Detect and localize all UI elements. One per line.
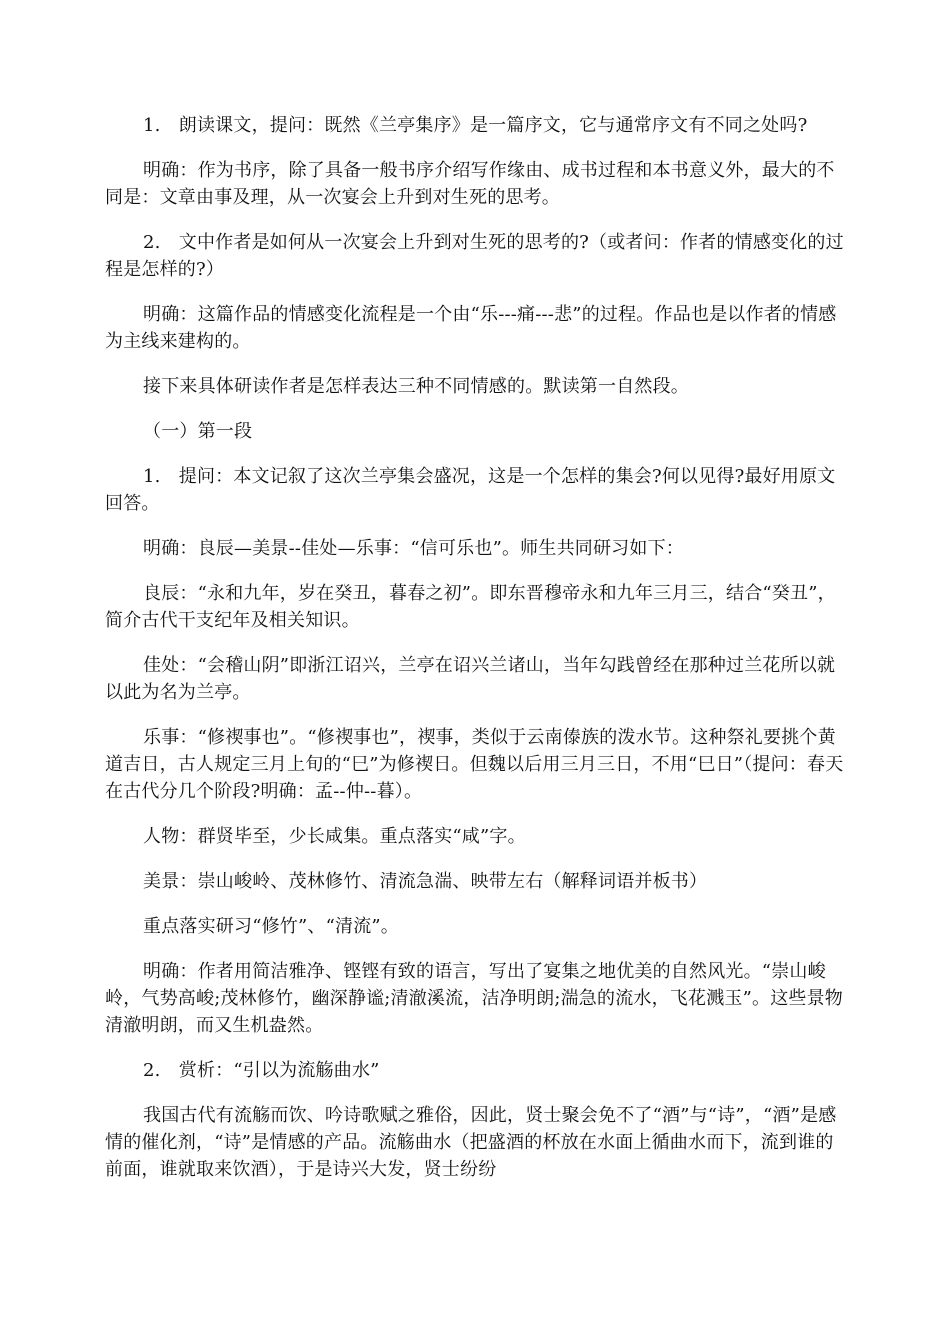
paragraph-scenery-answer: 明确：作者用简洁雅净、铿铿有致的语言，写出了宴集之地优美的自然风光。“崇山峻岭，气势高峻;茂林修竹，幽深静谧;清澈溪流，洁净明朗;湍急的流水，飞花溅玉”。这些景物清澈明朗，而又生机盎然。: [105, 961, 843, 1036]
section-question-2: 2. 赏析：“引以为流觞曲水”: [143, 1060, 380, 1081]
paragraph-jiachu: 佳处：“会稽山阴”即浙江诏兴，兰亭在诏兴兰诸山，当年勾践曾经在那种过兰花所以就以此为名为兰亭。: [105, 655, 836, 703]
answer-2: 明确：这篇作品的情感变化流程是一个由“乐---痛---悲”的过程。作品也是以作者的情感为主线来建构的。: [105, 304, 837, 352]
section-heading: （一）第一段: [143, 421, 253, 442]
paragraph-focus: 重点落实研习“修竹”、“清流”。: [143, 916, 400, 937]
paragraph-liushang: 我国古代有流觞而饮、吟诗歌赋之雅俗，因此，贤士聚会免不了“酒”与“诗”，“酒”是感情的催化剂，“诗”是情感的产品。流觞曲水（把盛酒的杯放在水面上循曲水而下，流到谁的前面，谁就取来饮酒），于是诗兴大发，贤士纷纷: [105, 1105, 837, 1180]
question-1: 1. 朗读课文，提问：既然《兰亭集序》是一篇序文，它与通常序文有不同之处吗?: [143, 115, 808, 136]
section-answer-1: 明确：良辰—美景--佳处—乐事：“信可乐也”。师生共同研习如下：: [143, 538, 684, 559]
paragraph-renwu: 人物：群贤毕至，少长咸集。重点落实“咸”字。: [143, 826, 526, 847]
answer-1: 明确：作为书序，除了具备一般书序介绍写作缘由、成书过程和本书意义外，最大的不同是：文章由事及理，从一次宴会上升到对生死的思考。: [105, 160, 835, 208]
paragraph-meijing: 美景：崇山峻岭、茂林修竹、清流急湍、映带左右（解释词语并板书）: [143, 871, 708, 892]
paragraph-leshi: 乐事：“修禊事也”。“修禊事也”，禊事，类似于云南傣族的泼水节。这种祭礼要挑个黄道吉日，古人规定三月上旬的“巳”为修禊日。但魏以后用三月三日，不用“巳日”（提问：春天在古代分几个阶段?明确：孟--仲--暮）。: [105, 727, 844, 802]
transition-paragraph: 接下来具体研读作者是怎样表达三种不同情感的。默读第一自然段。: [143, 376, 689, 397]
paragraph-liangchen: 良辰：“永和九年，岁在癸丑，暮春之初”。即东晋穆帝永和九年三月三，结合“癸丑”，简介古代干支纪年及相关知识。: [105, 583, 836, 631]
document-page: [105, 112, 845, 1201]
section-question-1: 1. 提问：本文记叙了这次兰亭集会盛况，这是一个怎样的集会?何以见得?最好用原文回答。: [105, 466, 836, 514]
question-2: 2. 文中作者是如何从一次宴会上升到对生死的思考的?（或者问：作者的情感变化的过程是怎样的?）: [105, 232, 844, 280]
